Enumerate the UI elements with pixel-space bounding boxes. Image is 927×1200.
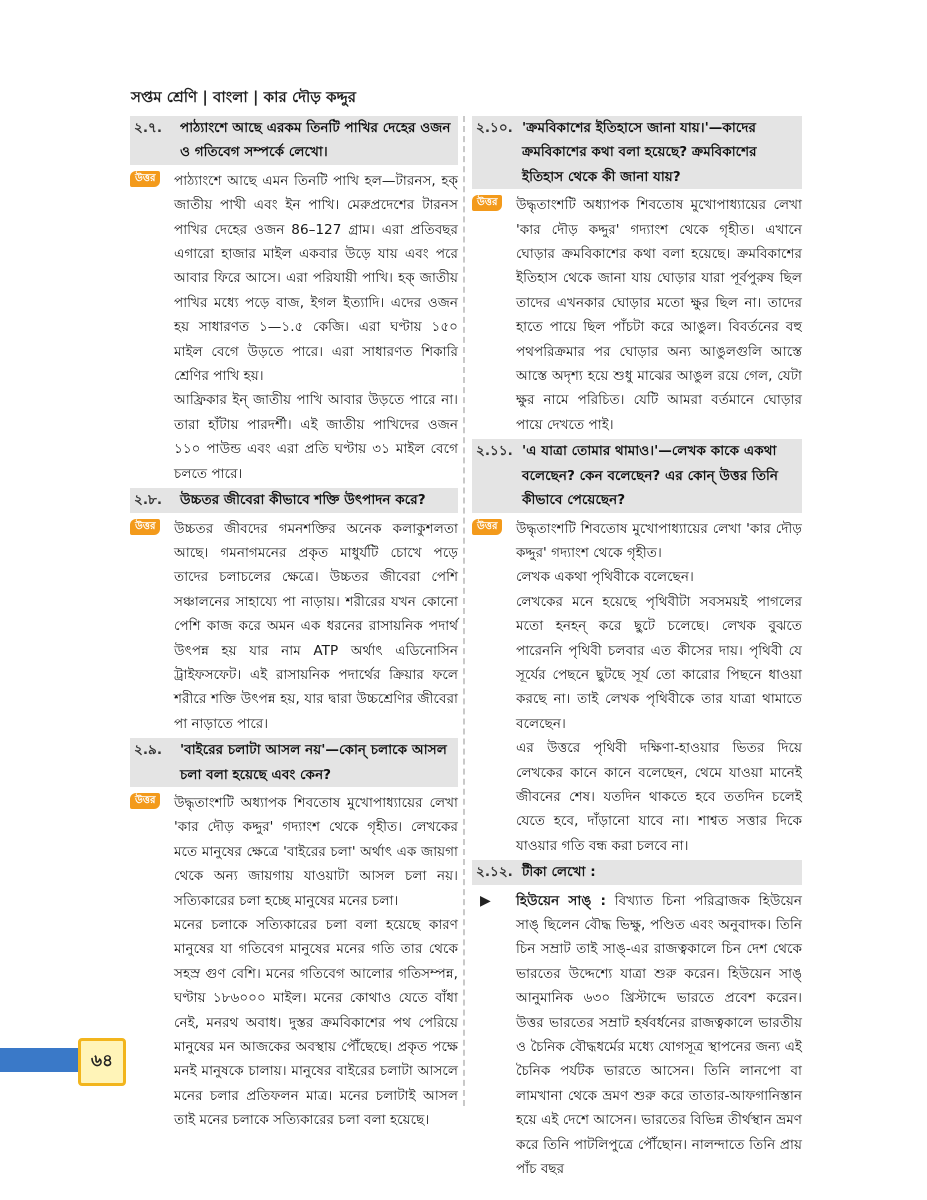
answer-badge-icon: উত্তর [130, 171, 160, 187]
answer-text: উচ্চতর জীবদের গমনশক্তির অনেক কলাকুশলতা আছে। গমনাগমনের প্রকৃত মাধুর্যটি চোখে পড়ে তাদের চলাচলের ক্ষেত্রে। উচ্চতর জীবেরা পেশি সঞ্চালনের সাহায্যে পা নাড়ায়। শরীরের যখন কোনো পেশি কাজ করে অমন এক ধরনের রাসায়নিক পদার্থ উৎপন্ন হয় যার নাম ATP অর্থাৎ এডিনোসিন ট্রাইফসফেট। এই রাসায়নিক পদার্থের ক্রিয়ার ফলে শরীরে শক্তি উৎপন্ন হয়, যার দ্বারা উচ্চশ্রেণির জীবেরা পা নাড়াতে পারে। [174, 520, 458, 732]
answer-2-9 [130, 791, 458, 913]
question-text: টীকা লেখো : [522, 864, 596, 881]
column-divider [463, 116, 465, 1106]
answer-text: উদ্ধৃতাংশটি অধ্যাপক শিবতোষ মুখোপাধ্যায়ের লেখা 'কার দৌড় কদ্দুর' গদ্যাংশ থেকে গৃহীত। এখানে ঘোড়ার ক্রমবিকাশের কথা বলা হয়েছে। ক্রমবিকাশের ইতিহাস থেকে জানা যায় ঘোড়ার যারা পূর্বপুরুষ ছিল তাদের এখনকার ঘোড়ার মতো ক্ষুর ছিল না। তাদের হাতে পায়ে ছিল পাঁচটা করে আঙুল। বিবর্তনের বহু পথপরিক্রমার পর ঘোড়ার অন্য আঙুলগুলি আস্তে আস্তে অদৃশ্য হয়ে শুধু মাঝের আঙুল রয়ে গেল, যেটা ক্ষুর নামে পরিচিত। যেটি আমরা বর্তমানে ঘোড়ার পায়ে দেখতে পাই। [516, 197, 802, 433]
answer-badge-icon: উত্তর [130, 793, 160, 809]
page-number: ৬৪ [78, 1038, 126, 1086]
answer-2-8 [130, 517, 458, 737]
right-column [472, 114, 802, 1181]
answer-text: পাঠ্যাংশে আছে এমন তিনটি পাখি হল—টারনস, হক্‌ জাতীয় পাখী এবং ইন পাখি। মেরুপ্রদেশের টারনস পাখির দেহের ওজন 86–127 গ্রাম। এরা প্রতিবছর এগারো হাজার মাইল একবার উড়ে যায় এবং পরে আবার ফিরে আসে। এরা পরিযায়ী পাখি। হক্‌ জাতীয় পাখির মধ্যে পড়ে বাজ, ইগল ইত্যাদি। এদের ওজন হয় সাধারণত ১—১.৫ কেজি। এরা ঘণ্টায় ১৫০ মাইল বেগে উড়তে পারে। এরা সাধারণত শিকারি শ্রেণির পাখি হয়। [174, 172, 458, 385]
question-text: 'বাইরের চলাটা আসল নয়'—কোন্‌ চলাকে আসল চলা বলা হয়েছে এবং কেন? [180, 742, 447, 783]
answer-2-11-para2: লেখক একথা পৃথিবীকে বলেছেন। [516, 569, 694, 586]
answer-2-10 [472, 193, 802, 437]
question-number: ২.৮. [134, 492, 162, 509]
question-text: 'ক্রমবিকাশের ইতিহাসে জানা যায়।'—কাদের ক্রমবিকাশের কথা বলা হয়েছে? ক্রমবিকাশের ইতিহাস থেকে কী জানা যায়? [522, 120, 757, 185]
answer-badge-icon: উত্তর [472, 195, 502, 211]
answer-2-11-para3: লেখকের মনে হয়েছে পৃথিবীটা সবসময়ই পাগলের মতো হনহন্‌ করে ছুটে চলেছে। লেখক বুঝতে পারেননি পৃথিবী চলবার এত কীসের দায়। পৃথিবী যে সূর্যের পেছনে ছুটছে সূর্য তো কারোর পিছনে ধাওয়া করছে না। তাই লেখক পৃথিবীকে তার যাত্রা থামাতে বলেছেন। [516, 593, 802, 732]
answer-2-7-para2: আফ্রিকার ইন্‌ জাতীয় পাখি আবার উড়তে পারে না। তারা হাঁটায় পারদর্শী। এই জাতীয় পাখিদের ওজন ১১০ পাউন্ড এবং এরা প্রতি ঘণ্টায় ৩১ মাইল বেগে চলতে পারে। [174, 392, 458, 482]
answer-badge-icon: উত্তর [130, 519, 160, 535]
question-2-7 [130, 116, 458, 165]
question-number: ২.১১. [476, 443, 513, 460]
question-2-10 [472, 116, 802, 189]
page-number-bar [0, 1048, 82, 1072]
question-2-9 [130, 738, 458, 787]
arrow-right-icon: ▶ [480, 892, 491, 909]
question-number: ২.১০. [476, 120, 513, 136]
answer-badge-icon: উত্তর [472, 519, 502, 535]
question-2-8 [130, 488, 458, 512]
page-header: সপ্তম শ্রেণি | বাংলা | কার দৌড় কদ্দুর [131, 88, 357, 106]
left-column [130, 114, 458, 1133]
note-text: বিখ্যাত চিনা পরিব্রাজক হিউয়েন সাঙ্‌ ছিলেন বৌদ্ধ ভিক্ষু, পণ্ডিত এবং অনুবাদক। তিনি চিন সম্রাট তাই সাঙ্‌-এর রাজত্বকালে চিন দেশ থেকে ভারতের উদ্দেশ্যে যাত্রা শুরু করেন। হিউয়েন সাঙ্‌ আনুমানিক ৬৩০ খ্রিস্টাব্দে ভারতে প্রবেশ করেন। উত্তর ভারতের সম্রাট হর্ষবর্ধনের রাজত্বকালে ভারতীয় ও চৈনিক বৌদ্ধধর্মের মধ্যে যোগসূত্র স্থাপনের জন্য এই চৈনিক পর্যটক ভারতে আসেন। তিনি লানপো বা লামখানা থেকে ভ্রমণ শুরু করে তাতার-আফগানিস্তান হয়ে এই দেশে আসেন। ভারতের বিভিন্ন তীর্থস্থান ভ্রমণ করে তিনি পাটলিপুত্রে পৌঁছোন। নালন্দাতে তিনি প্রায় পাঁচ বছর [516, 892, 803, 1178]
question-number: ২.১২. [476, 864, 513, 881]
question-number: ২.৭. [134, 120, 163, 136]
answer-2-11 [472, 517, 802, 566]
answer-text: উদ্ধৃতাংশটি অধ্যাপক শিবতোষ মুখোপাধ্যায়ের লেখা 'কার দৌড় কদ্দুর' গদ্যাংশ থেকে গৃহীত। লেখকের মতে মানুষের ক্ষেত্রে 'বাইরের চলা' অর্থাৎ এক জায়গা থেকে অন্য জায়গায় যাওয়াটা আসল চলা নয়। সত্যিকারের চলা হচ্ছে মানুষের মনের চলা। [174, 794, 458, 909]
note-term: হিউয়েন সাঙ্‌ : [516, 892, 606, 909]
question-2-12 [472, 860, 802, 884]
answer-2-11-para4: এর উত্তরে পৃথিবী দক্ষিণা-হাওয়ার ভিতর দিয়ে লেখকের কানে কানে বলেছেন, থেমে যাওয়া মানেই জীবনের শেষ। যতদিন থাকতে হবে ততদিন চলেই যেতে হবে, দাঁড়ানো যাবে না। শাশ্বত সত্তার দিকে যাওয়ার গতি বন্ধ করা চলবে না। [516, 740, 802, 854]
answer-2-7 [130, 169, 458, 389]
question-text: পাঠ্যাংশে আছে এরকম তিনটি পাখির দেহের ওজন ও গতিবেগ সম্পর্কে লেখো। [180, 120, 451, 161]
question-number: ২.৯. [134, 742, 162, 759]
question-text: উচ্চতর জীবেরা কীভাবে শক্তি উৎপাদন করে? [180, 492, 426, 509]
answer-2-9-para2: মনের চলাকে সত্যিকারের চলা বলা হয়েছে কারণ মানুষের যা গতিবেগ মানুষের মনের গতি তার থেকে সহস্র গুণ বেশি। মনের গতিবেগ আলোর গতিসম্পন্ন, ঘণ্টায় ১৮৬০০০ মাইল। মনের কোথাও যেতে বাঁধা নেই, মনরথ অবাধ। দুস্তর ক্রমবিকাশের পথ পেরিয়ে মানুষের মন আজকের অবস্থায় পৌঁছেছে। প্রকৃত পক্ষে মনই মানুষকে চালায়। মানুষের বাইরের চলাটা আসলে মনের চলার প্রতিফলন মাত্র। মনের চলাটাই আসল তাই মনের চলাকে সত্যিকারের চলা বলা হয়েছে। [174, 917, 458, 1129]
question-text: 'এ যাত্রা তোমার থামাও।'—লেখক কাকে একথা বলেছেন? কেন বলেছেন? এর কোন্‌ উত্তর তিনি কীভাবে পেয়েছেন? [522, 443, 779, 509]
answer-text: উদ্ধৃতাংশটি শিবতোষ মুখোপাধ্যায়ের লেখা 'কার দৌড় কদ্দুর' গদ্যাংশ থেকে গৃহীত। [516, 520, 802, 561]
note-hiuen-tsang [472, 889, 802, 1182]
question-2-11 [472, 439, 802, 512]
